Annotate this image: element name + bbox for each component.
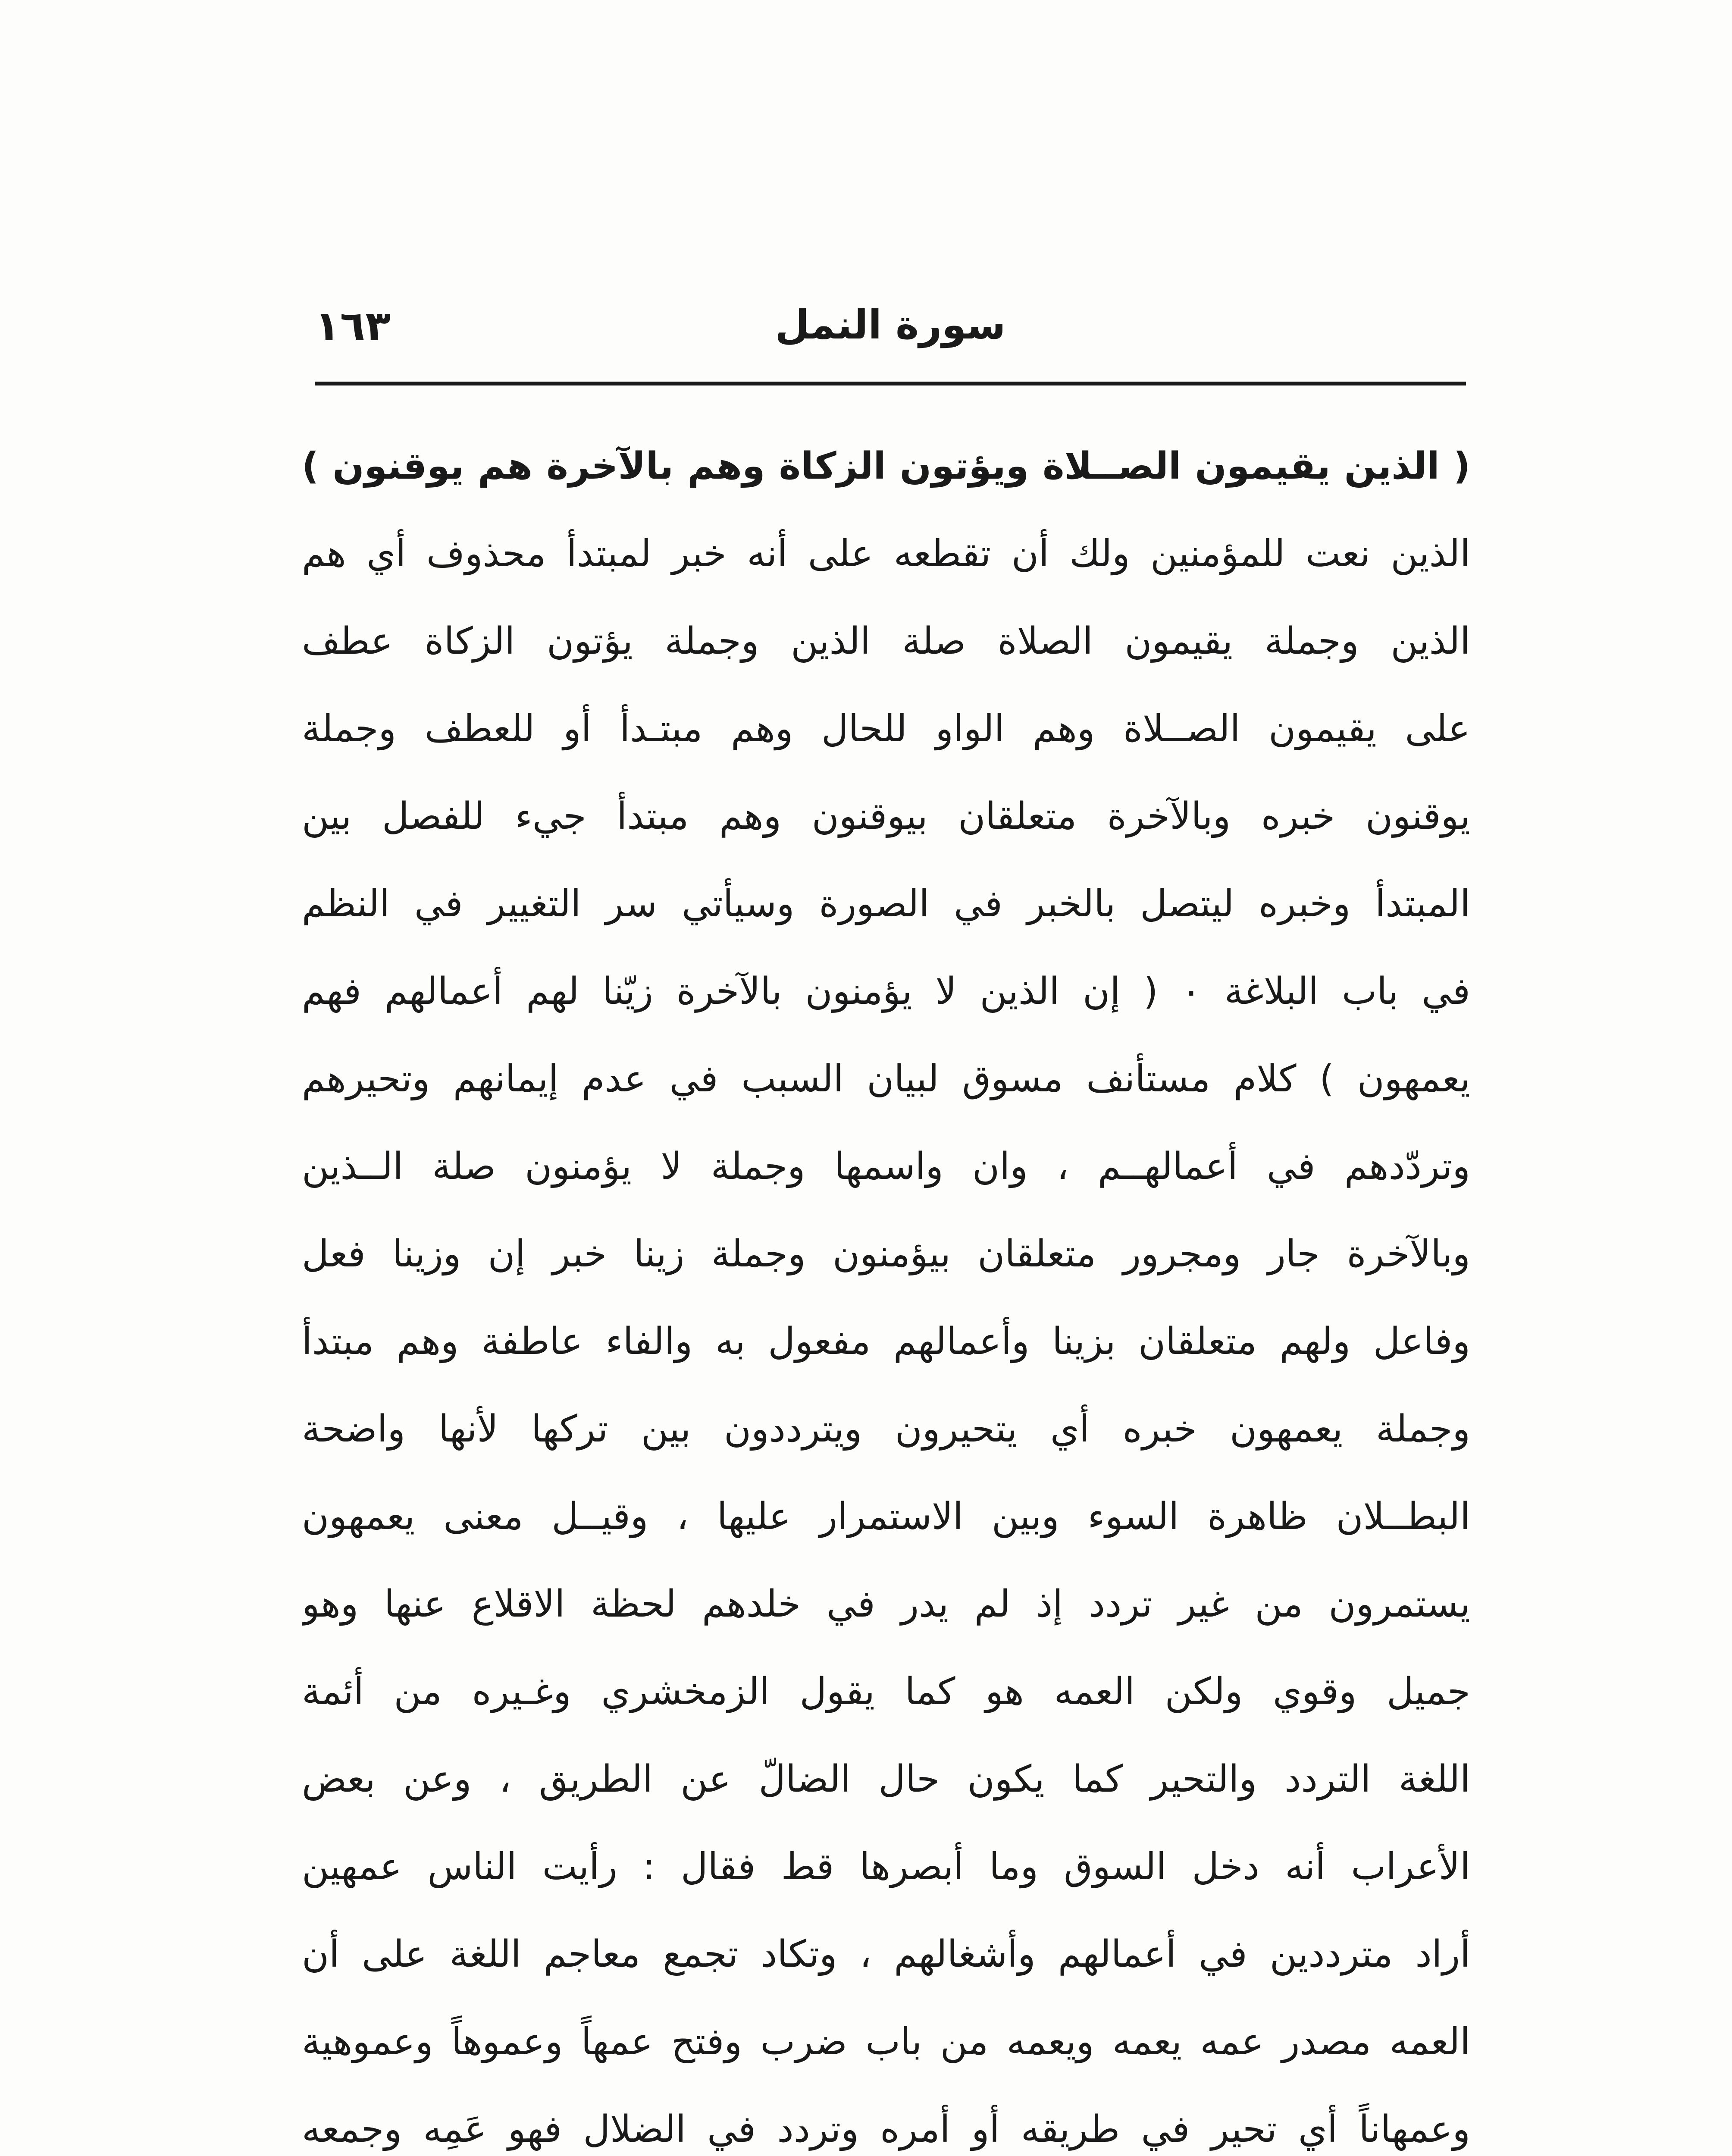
header-rule	[315, 382, 1466, 385]
text-line: على يقيمون الصــلاة وهم الواو للحال وهم مبتـدأ أو للعطف وجملة	[302, 707, 1470, 750]
text-line: في باب البلاغة ٠ ( إن الذين لا يؤمنون بالآخرة زيّنا لهم أعمالهم فهم	[302, 970, 1470, 1013]
page-number: ١٦٣	[315, 302, 391, 350]
page-header	[315, 298, 1466, 362]
text-line: وتردّدهم في أعمالهــم ، وان واسمها وجملة لا يؤمنون صلة الــذين	[302, 1145, 1470, 1188]
text-line: وجملة يعمهون خبره أي يتحيرون ويترددون بين تركها لأنها واضحة	[302, 1407, 1470, 1451]
text-line: الذين نعت للمؤمنين ولك أن تقطعه على أنه خبر لمبتدأ محذوف أي هم	[302, 532, 1470, 575]
text-line: البطــلان ظاهرة السوء وبين الاستمرار عليها ، وقيــل معنى يعمهون	[302, 1495, 1470, 1538]
text-line: يستمرون من غير تردد إذ لم يدر في خلدهم لحظة الاقلاع عنها وهو	[302, 1583, 1470, 1626]
text-line: الأعراب أنه دخل السوق وما أبصرها قط فقال : رأيت الناس عمهين	[302, 1845, 1470, 1888]
text-line: جميل وقوي ولكن العمه هو كما يقول الزمخشري وغـيره من أئمة	[302, 1670, 1470, 1713]
text-line: وبالآخرة جار ومجرور متعلقان بيؤمنون وجملة زينا خبر إن وزينا فعل	[302, 1232, 1470, 1275]
text-line: يعمهون ) كلام مستأنف مسوق لبيان السبب في عدم إيمانهم وتحيرهم	[302, 1057, 1470, 1100]
text-line: المبتدأ وخبره ليتصل بالخبر في الصورة وسيأتي سر التغيير في النظم	[302, 882, 1470, 925]
text-line: أراد مترددين في أعمالهم وأشغالهم ، وتكاد تجمع معاجم اللغة على أن	[302, 1933, 1470, 1976]
text-line: يوقنون خبره وبالآخرة متعلقان بيوقنون وهم مبتدأ جيء للفصل بين	[302, 795, 1470, 838]
surah-title: سورة النمل	[775, 302, 1006, 348]
text-line: الذين وجملة يقيمون الصلاة صلة الذين وجملة يؤتون الزكاة عطف	[302, 620, 1470, 663]
commentary-text	[302, 423, 1470, 2156]
text-line: العمه مصدر عمه يعمه ويعمه من باب ضرب وفتح عمهاً وعموهاً وعموهية	[302, 2020, 1470, 2063]
text-line: اللغة التردد والتحير كما يكون حال الضالّ عن الطريق ، وعن بعض	[302, 1758, 1470, 1801]
text-line: وفاعل ولهم متعلقان بزينا وأعمالهم مفعول به والفاء عاطفة وهم مبتدأ	[302, 1320, 1470, 1363]
text-line: وعمهاناً أي تحير في طريقه أو أمره وتردد في الضلال فهو عَمِه وجمعه	[302, 2108, 1470, 2151]
verse-line: ( الذين يقيمون الصــلاة ويؤتون الزكاة وهم بالآخرة هم يوقنون )	[302, 445, 1470, 488]
